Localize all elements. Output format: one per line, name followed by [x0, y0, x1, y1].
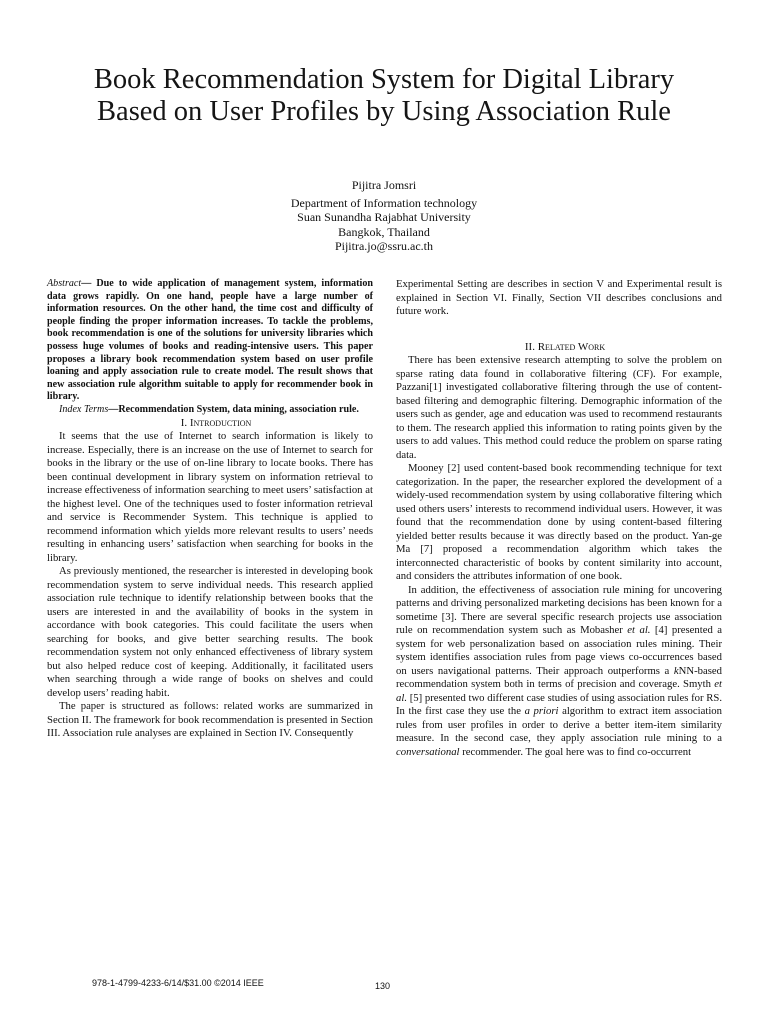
related-p3-k: k	[673, 664, 679, 677]
footer-page-number: 130	[375, 981, 391, 991]
index-terms-label: Index Terms	[59, 403, 109, 415]
related-paragraph-3	[396, 584, 722, 760]
author-department: Department of Information technology	[290, 195, 478, 210]
related-p3-text-c: NN-based recommendation system both in terms of precision and coverage. Smyth	[396, 664, 722, 690]
related-p3-text-a: In addition, the effectiveness of association rule mining for uncovering patterns and driving personalized marketing decisions has been known for a sometime [3]. There are several specific research projects use association rule on recommendation system such as Mobasher	[396, 583, 722, 636]
section-heading-introduction: I. Introduction	[180, 416, 252, 429]
paper-title	[40, 64, 728, 128]
related-p3-text-e: algorithm to extract item association rules from user profiles in order to derive a better item-item similarity measure. In the second case, they apply association rule mining to a	[396, 705, 722, 744]
index-terms	[47, 404, 373, 417]
abstract-text: — Due to wide application of management system, information data grows rapidly. On one hand, people have a large number of information resources. On the other hand, the time cost and difficulty of people finding the proper information increases. To tackle the problems, book recommendation is one of the solutions for university libraries which possess huge volumes of books and reading-intensive users. This paper proposes a library book recommendation system based on user profile loaning and apply association rule to create model. The result shows that new association rule algorithm suitable to apply for recommender book in library.	[47, 278, 373, 403]
footer-isbn: 978-1-4799-4233-6/14/$31.00 ©2014 IEEE	[92, 978, 264, 988]
left-column	[47, 278, 373, 741]
section-heading-related-work: II. Related Work	[524, 340, 606, 353]
related-paragraph-1: There has been extensive research attempting to solve the problem on sparse rating data found in collaborative filtering (CF). For example, Pazzani[1] investigated collaborative filtering through the use of content-based filtering and demographic filtering. Demographic information of the users such as gender, age and education was used to recommend restaurants to them. The research applied this information to rating points given by the users to add values. This method could reduce the problem on sparse rating data.	[396, 354, 722, 461]
author-email: Pijitra.jo@ssru.ac.th	[334, 239, 434, 253]
abstract-label: Abstract	[47, 278, 82, 289]
intro-paragraph-1: It seems that the use of Internet to search information is likely to increase. Especially, there is an increase on the use of Internet to search for books in the library or the use of on-line library to locate books. There has been continual development in library system on information retrieval to increase effectiveness of information searching to meet users’ satisfaction at the highest level. One of the techniques used to foster information retrieval and service is Recommender System. This technique is applied to recommend information which yields more relevant results to users’ needs resulting in enhancing users’ satisfaction when searching for books in the library.	[47, 430, 373, 564]
right-column	[396, 278, 722, 759]
related-p3-text-d: [5] presented two different case studies of using association rules for RS. In the first case they use the	[396, 691, 722, 717]
author-name: Pijitra Jomsri	[351, 178, 417, 192]
related-p3-apriori: a priori	[524, 705, 559, 717]
related-p3-text-b: [4] presented a system for web personalization based on association rules mining. Their system identifies association rules from page views co-occurrences based on users navigational patterns. Their approach outperforms a	[396, 624, 723, 677]
intro-paragraph-3-continued: Experimental Setting are describes in section V and Experimental result is explained in Section VI. Finally, Section VII describes conclusions and future work.	[396, 278, 722, 317]
intro-paragraph-2: As previously mentioned, the researcher is interested in developing book recommendation system to serve individual needs. This research applied association rule technique to identify relationship between books that the users are interested in and the availability of books in the system in accordance with book categories. This could facilitate the users when searching for books, and give better searching results. The book recommendation system not only enhanced effectiveness of library system but also helped reduce cost of keeping. Additionally, it facilitated users when searching through a wide range of books on shelves and could develop users’ reading habit.	[47, 565, 373, 699]
intro-paragraph-3: The paper is structured as follows: related works are summarized in Section II. The framework for book recommendation is presented in Section III. Association rule analyses are explained in Section IV. Consequently	[47, 700, 373, 740]
author-university: Suan Sunandha Rajabhat University	[297, 210, 471, 224]
related-p3-etal-2: et al.	[396, 678, 722, 704]
related-p3-text-f: recommender. The goal here was to find co-occurrent	[459, 745, 692, 758]
related-p3-conversational: conversational	[396, 745, 460, 758]
related-p3-etal-1: et al.	[627, 624, 651, 636]
index-terms-text: —Recommendation System, data mining, association rule.	[108, 403, 359, 415]
author-block	[0, 178, 768, 254]
author-location: Bangkok, Thailand	[338, 224, 430, 239]
title-line-2: Based on User Profiles by Using Association Rule	[97, 96, 671, 127]
related-paragraph-2: Mooney [2] used content-based book recommending technique for text categorization. In the paper, the researcher explored the development of a widely-used recommendation system by using collaborative filtering which used others users’ interests to recommend individual users. However, it was found that the recommendation done by using content-based filtering yielded better results because it was directly based on the product. Yan-ge Ma [7] proposed a recommendation algorithm which takes the interconnected characteristic of books by content similarity into account, and considers the attributes information of one book.	[396, 462, 722, 582]
title-line-1: Book Recommendation System for Digital Library	[93, 64, 675, 95]
abstract	[47, 278, 373, 404]
